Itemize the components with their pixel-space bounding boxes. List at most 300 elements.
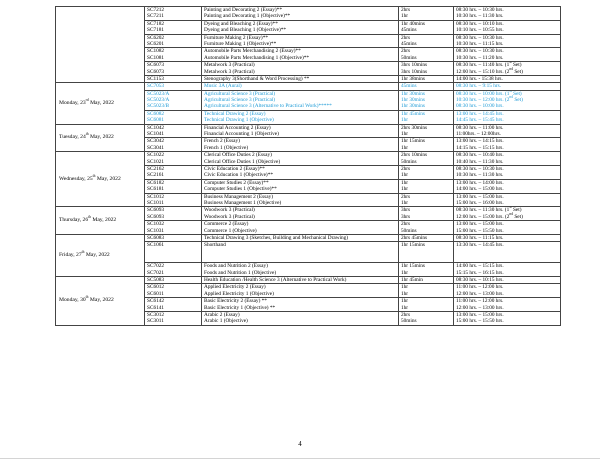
time-slot-main: 12:00 hrs. – 15:00 hrs. (2 [456, 213, 510, 220]
duration: 1hr 30mins [401, 103, 425, 110]
time-cell [454, 110, 561, 124]
paper-code-cell [145, 34, 202, 48]
time-slot-main: 08:30 hrs. – 11:15 hrs. [456, 234, 504, 241]
paper-code: SC3012 [147, 312, 165, 319]
table-row [56, 277, 561, 284]
timetable-body [56, 7, 561, 326]
subject-name: Metalwork 3 (Practical) [204, 68, 255, 75]
subject-name: Business Management 1 (Objective) [204, 199, 282, 206]
time-slot [456, 228, 558, 234]
time-slot [456, 83, 558, 89]
time-slot [456, 291, 558, 297]
time-slot-main: 13:00 hrs. – 15:00 hrs. [456, 193, 504, 200]
time-slot-main: 12:00 hrs. – 13:00 hrs. [456, 304, 504, 311]
subject-cell [202, 34, 399, 48]
duration: 3hrs 10mins [401, 68, 428, 75]
table-row [56, 124, 561, 138]
time-slot-main: 14:00 hrs. - 15:38 hrs. [456, 75, 503, 82]
subject-name: Painting and Decorating 2 (Essay)** [204, 7, 282, 13]
subject-cell [202, 83, 399, 90]
duration-cell [399, 193, 454, 207]
duration: 1hr [401, 304, 409, 311]
paper-code-cell [145, 62, 202, 76]
paper-code-cell [145, 242, 202, 263]
paper-code: SC5083 [147, 277, 165, 284]
paper-code: SC5023/B [147, 103, 170, 110]
paper-code-cell [145, 83, 202, 90]
time-slot-ordinal: nd [509, 66, 514, 71]
duration-cell [399, 263, 454, 277]
day-label: Tuesday, 24 [59, 134, 86, 141]
paper-code: SC1153 [147, 75, 164, 82]
subject-name: Business Management 2 (Essay) [204, 193, 273, 200]
paper-code-cell [145, 179, 202, 193]
paper-code: SC7181 [147, 27, 165, 34]
duration: 2hrs 30mins [401, 124, 428, 131]
paper-code: SC6093 [147, 207, 165, 214]
subject-name: Technical Drawing 2 (Essay) [204, 110, 266, 117]
day-ordinal: th [81, 250, 85, 255]
time-slot-main: 10:30 hrs. – 11:20 hrs. [456, 54, 504, 61]
time-slot [456, 318, 558, 324]
time-slot-main: 08:30 hrs. – 10:00 hrs. [456, 103, 504, 110]
subject-name: Automobile Parts Merchandising 1 (Objective)** [204, 54, 310, 61]
duration-cell [399, 152, 454, 166]
duration: 2hrs [401, 7, 411, 13]
day-ordinal: rd [85, 98, 89, 103]
subject-name: Health Education /Health Science 3 (Alternative to Practical Work) [204, 277, 347, 284]
duration: 2hrs [401, 193, 411, 200]
duration: 50mins [401, 227, 417, 234]
paper-code: SC1031 [147, 227, 165, 234]
subject-name: Technical Drawing 3 (Sketches, Building and Mechanical Drawing) [204, 234, 349, 241]
duration: 3hrs [401, 213, 411, 220]
duration: 2hrs [401, 34, 411, 41]
time-slot-main: 12:00 hrs. – 13:00 hrs. [456, 290, 504, 297]
subject-name: Arabic 1 (Objective) [204, 318, 248, 325]
time-slot-main: 13:00 hrs. – 14:45 hrs. [456, 110, 504, 117]
time-slot-main: 13:00 hrs. – 14:15 hrs. [456, 138, 504, 145]
time-slot-tail: Set) [513, 213, 523, 220]
time-slot [456, 305, 558, 311]
time-slot [456, 277, 558, 283]
duration-cell [399, 34, 454, 48]
duration: 50mins [401, 54, 417, 61]
time-slot-main: 15:15 hrs. – 16:15 hrs. [456, 269, 504, 276]
time-cell [454, 75, 561, 82]
duration-cell [399, 75, 454, 82]
paper-code-cell [145, 234, 202, 241]
time-slot-main: 10:30 hrs. – 11:30 hrs. [456, 172, 504, 179]
subject-cell [202, 152, 399, 166]
time-slot [456, 41, 558, 47]
table-row [56, 7, 561, 21]
subject-name: French 2 (Essay) [204, 138, 240, 145]
duration-cell [399, 83, 454, 90]
duration: 2hrs 45mins [401, 234, 428, 241]
time-cell [454, 207, 561, 221]
subject-name: Clerical Office Duties 2 (Essay) [204, 152, 272, 159]
paper-code: SC3042 [147, 138, 165, 145]
duration: 1hr [401, 284, 409, 291]
time-slot [456, 103, 558, 109]
subject-name: Financial Accounting 2 (Essay) [204, 124, 271, 131]
time-slot-main: 10:30 hrs. – 12:00 hrs. (2 [456, 97, 510, 104]
paper-code: SC6073 [147, 68, 165, 75]
duration: 1hr 15mins [401, 263, 425, 270]
time-slot [456, 270, 558, 276]
time-cell [454, 284, 561, 298]
duration-cell [399, 7, 454, 21]
subject-cell [202, 277, 399, 284]
day-cell [56, 7, 145, 83]
time-slot [456, 186, 558, 192]
time-cell [454, 83, 561, 90]
time-slot [456, 145, 558, 151]
time-slot-main: 08:30 hrs. – 10:30 hrs. [456, 7, 504, 13]
duration: 2hrs [401, 165, 411, 172]
time-slot-main: 08:30 hrs. – 11:00 hrs. [456, 124, 504, 131]
subject-cell [202, 124, 399, 138]
paper-code: SC2161 [147, 172, 165, 179]
paper-code: SC6073 [147, 62, 165, 69]
time-slot [456, 55, 558, 61]
time-cell [454, 179, 561, 193]
paper-code: SC6011 [147, 290, 164, 297]
time-slot-ordinal: st [509, 206, 512, 210]
subject-cell [202, 298, 399, 312]
subject-name: Woodwork 3 (Practical) [204, 213, 255, 220]
page-divider [0, 458, 600, 459]
duration: 50mins [401, 318, 417, 325]
duration-cell [399, 48, 454, 62]
time-slot-main: 13:30 hrs. – 14:45 hrs. [456, 242, 504, 249]
paper-code: SC3011 [147, 318, 164, 325]
time-cell [454, 242, 561, 263]
time-slot-main: 15:00 hrs. – 16:00 hrs. [456, 199, 504, 206]
duration: 1hr [401, 117, 409, 124]
duration: 3hrs 10mins [401, 62, 428, 69]
time-slot [456, 172, 558, 178]
subject-name: French 1 (Objective) [204, 144, 249, 151]
table-row [56, 152, 561, 166]
time-slot [456, 66, 558, 75]
paper-code: SC5023/A [147, 97, 170, 104]
subject-cell [202, 312, 399, 326]
paper-code: SC6142 [147, 298, 165, 305]
time-cell [454, 62, 561, 76]
day-date: May, 2022 [88, 99, 114, 106]
paper-code: SC6201 [147, 40, 165, 47]
subject-name: Technical Drawing 1 (Objective) [204, 117, 274, 124]
duration: 1hr [401, 172, 409, 179]
paper-code-cell [145, 20, 202, 34]
paper-code: SC7182 [147, 20, 165, 27]
subject-cell [202, 234, 399, 241]
paper-code: SC1012 [147, 193, 165, 200]
time-cell [454, 152, 561, 166]
time-slot-tail: Set) [511, 90, 522, 97]
paper-code-cell [145, 110, 202, 124]
paper-code: SC6082 [147, 110, 165, 117]
duration: 50mins [401, 158, 417, 165]
exam-timetable [55, 6, 561, 326]
time-slot [456, 131, 558, 137]
time-slot [456, 242, 558, 248]
paper-code-cell [145, 263, 202, 277]
subject-name: Applied Electricity 1 (Objective) [204, 290, 274, 297]
page-number: 4 [298, 440, 302, 448]
time-slot-tail: Set) [511, 62, 522, 69]
duration: 1hr [401, 179, 409, 186]
duration-cell [399, 62, 454, 76]
duration: 2hrs [401, 221, 411, 228]
paper-code: SC6141 [147, 304, 165, 311]
duration: 2hrs [401, 48, 411, 55]
subject-name: Basic Electricity 2 (Essay) ** [204, 298, 267, 305]
duration: 1hr 38mins [401, 75, 425, 82]
time-slot [456, 27, 558, 33]
duration: 1hr 30mins [401, 97, 425, 104]
time-slot-main: 08:30 hrs. – 9:15 hrs. [456, 83, 502, 90]
time-slot-main: 10:30 hrs. – 11:15 hrs. [456, 40, 504, 47]
paper-code: SC5023/A [147, 90, 170, 97]
time-slot-main: 10:30 hrs. – 11:30 hrs. [456, 13, 504, 20]
subject-cell [202, 242, 399, 263]
day-ordinal: th [85, 132, 89, 137]
day-ordinal: th [85, 295, 89, 300]
duration: 1hr 30mins [401, 90, 425, 97]
time-slot-main: 08:30 hrs. – 10:30 hrs. [456, 34, 504, 41]
duration-cell [399, 110, 454, 124]
subject-name: Foods and Nutrition 2 (Essay) [204, 263, 268, 270]
subject-name: Furniture Making 2 (Essay)** [204, 34, 268, 41]
paper-code: SC7022 [147, 263, 165, 270]
time-slot [456, 211, 558, 220]
paper-code: SC1032 [147, 221, 165, 228]
subject-name: Painting and Decorating 1 (Objective)** [204, 13, 291, 20]
duration: 1hr 15mins [401, 242, 425, 249]
paper-code: SC7211 [147, 13, 164, 20]
subject-cell [202, 284, 399, 298]
paper-code-cell [145, 138, 202, 152]
time-slot [456, 159, 558, 165]
subject-name: Dyeing and Bleaching 1 (Objective)** [204, 27, 287, 34]
duration-cell [399, 90, 454, 110]
day-label: Monday, 23 [59, 99, 86, 106]
paper-code: SC1042 [147, 124, 165, 131]
duration-cell [399, 312, 454, 326]
time-slot-ordinal: nd [509, 211, 514, 216]
duration-cell [399, 298, 454, 312]
time-slot-main: 08:30 hrs. – 10:30 hrs. [456, 165, 504, 172]
duration: 1hr [401, 199, 409, 206]
duration: 1hr 45min [401, 277, 423, 284]
paper-code-cell [145, 207, 202, 221]
day-cell [56, 234, 145, 276]
duration-cell [399, 179, 454, 193]
paper-code-cell [145, 277, 202, 284]
time-slot-main: 12:00 hrs. – 15:10 hrs. (2 [456, 68, 510, 75]
paper-code: SC7053 [147, 83, 165, 90]
paper-code-cell [145, 124, 202, 138]
paper-code-cell [145, 90, 202, 110]
table-row [56, 234, 561, 241]
paper-code: SC6093 [147, 213, 165, 220]
day-date: May, 2022 [95, 175, 121, 182]
time-slot-main: 13:00 hrs. – 14:00 hrs. [456, 179, 504, 186]
time-slot [456, 13, 558, 19]
subject-name: Foods and Nutrition 1 (Objective) [204, 269, 277, 276]
subject-name: Arabic 2 (Essay) [204, 312, 240, 319]
paper-code: SC1061 [147, 242, 165, 249]
duration: 1hr [401, 269, 409, 276]
time-cell [454, 277, 561, 284]
time-cell [454, 7, 561, 21]
paper-code: SC6182 [147, 179, 165, 186]
time-slot-ordinal: st [509, 90, 512, 93]
duration: 45mins [401, 27, 417, 34]
duration-cell [399, 221, 454, 235]
time-slot-main: 10:10 hrs. – 10:55 hrs. [456, 27, 504, 34]
day-cell [56, 152, 145, 207]
subject-name: Agricultural Science 3 (Practical) [204, 90, 276, 97]
subject-cell [202, 62, 399, 76]
paper-code-cell [145, 75, 202, 82]
time-slot-main: 08:30 hrs. – 10:40 hrs. [456, 152, 504, 159]
time-slot-main: 11:00 hrs. – 12:00 hrs. [456, 284, 504, 291]
time-cell [454, 34, 561, 48]
subject-cell [202, 207, 399, 221]
time-slot [456, 76, 558, 82]
subject-name: Automobile Parts Merchandising 2 (Essay)** [204, 48, 301, 55]
subject-name: Computer Studies 1 (Objective)** [204, 186, 277, 193]
paper-code: SC6181 [147, 186, 165, 193]
time-slot [456, 117, 558, 123]
timetable-page [55, 6, 560, 326]
time-slot-main: 11:00 hrs. – 12:00 hrs. [456, 298, 504, 305]
duration-cell [399, 138, 454, 152]
day-cell [56, 277, 145, 326]
duration: 1hr [401, 186, 409, 193]
time-slot-main: 08:30 hrs. – 11:30 hrs. (1 [456, 207, 510, 214]
duration: 2hrs 10mins [401, 152, 428, 159]
subject-name: Agricultural Science 3 (Practical) [204, 97, 276, 104]
time-slot-main: 15:00 hrs. – 15:50 hrs. [456, 227, 504, 234]
duration: 1hr 45mins [401, 110, 425, 117]
subject-cell [202, 263, 399, 277]
time-slot-main: 10:40 hrs. – 11:30 hrs. [456, 158, 504, 165]
paper-code: SC6202 [147, 34, 165, 41]
time-cell [454, 221, 561, 235]
time-slot-main: 13:00 hrs. – 15:00 hrs. [456, 312, 504, 319]
time-slot-main: 08:30 hrs. – 10:15 hrs. [456, 277, 504, 284]
day-label: Friday, 27 [59, 251, 82, 258]
time-cell [454, 20, 561, 34]
paper-code: SC6081 [147, 117, 165, 124]
day-label: Wednesday, 25 [59, 175, 93, 182]
subject-name: Furniture Making 1 (Objective)** [204, 40, 277, 47]
paper-code: SC1022 [147, 152, 165, 159]
duration-cell [399, 124, 454, 138]
time-slot-main: 14:00 hrs. – 15:00 hrs. [456, 186, 504, 193]
duration-cell [399, 284, 454, 298]
time-slot-main: 08:30 hrs. – 10:10 hrs. [456, 20, 504, 27]
duration-cell [399, 277, 454, 284]
paper-code: SC1081 [147, 54, 165, 61]
day-label: Monday, 30 [59, 297, 86, 304]
subject-name: Dyeing and Bleaching 2 (Essay)** [204, 20, 278, 27]
paper-code: SC1021 [147, 158, 165, 165]
subject-cell [202, 221, 399, 235]
subject-cell [202, 179, 399, 193]
duration-cell [399, 207, 454, 221]
duration: 45mins [401, 83, 417, 90]
duration-cell [399, 20, 454, 34]
duration: 1hr [401, 144, 409, 151]
day-cell [56, 207, 145, 235]
duration: 1hr [401, 131, 409, 138]
time-slot-main: 13:00 hrs. – 15:00 hrs. [456, 221, 504, 228]
subject-cell [202, 75, 399, 82]
day-date: May, 2022 [88, 134, 114, 141]
time-slot-main: 14:00 hrs. – 15:15 hrs. [456, 263, 504, 270]
table-row [56, 207, 561, 221]
paper-code: SC7212 [147, 7, 165, 13]
subject-name: Applied Electricity 2 (Essay) [204, 284, 266, 291]
day-date: May, 2022 [90, 217, 117, 224]
subject-name: Music 3A (Aural) [204, 83, 242, 90]
time-slot-main: 08:30 hrs. – 11:40 hrs. (1 [456, 62, 510, 69]
subject-name: Computer Studies 2 (Essay)** [204, 179, 269, 186]
paper-code-cell [145, 298, 202, 312]
subject-name: Commerce 2 (Essay) [204, 221, 249, 228]
subject-name: Basic Electricity 1 (Objective) ** [204, 304, 276, 311]
subject-name: Financial Accounting 1 (Objective) [204, 131, 279, 138]
day-label: Thursday, 26 [59, 217, 89, 224]
paper-code: SC1082 [147, 48, 165, 55]
duration: 1hr [401, 298, 409, 305]
paper-code-cell [145, 165, 202, 179]
subject-name: Metalwork 3 (Practical) [204, 62, 255, 69]
time-cell [454, 234, 561, 241]
time-slot-ordinal: nd [509, 95, 514, 100]
subject-cell [202, 138, 399, 152]
duration: 45mins [401, 40, 417, 47]
subject-cell [202, 7, 399, 21]
paper-code-cell [145, 152, 202, 166]
time-cell [454, 90, 561, 110]
time-slot-main: 08:30 hrs. – 10:30 hrs. [456, 48, 504, 55]
duration: 1hr [401, 290, 409, 297]
paper-code: SC7021 [147, 269, 165, 276]
subject-name: Woodwork 3 (Practical) [204, 207, 255, 214]
time-slot-main: 08:30 hrs. – 10:00 hrs. (1 [456, 90, 510, 97]
time-slot-tail: Set) [511, 207, 522, 214]
subject-name: Civic Education 2 (Essay)** [204, 165, 265, 172]
subject-name: Clerical Office Duties 1 (Objective) [204, 158, 281, 165]
time-slot-ordinal: st [509, 61, 512, 65]
day-date: May, 2022 [84, 251, 110, 258]
table-row [56, 83, 561, 90]
time-slot-main: 14:45 hrs. – 15:45 hrs. [456, 117, 504, 124]
time-cell [454, 124, 561, 138]
time-slot [456, 200, 558, 206]
duration: 1hr [401, 13, 409, 20]
subject-cell [202, 48, 399, 62]
duration: 1hr 15mins [401, 138, 425, 145]
paper-code: SC6012 [147, 284, 165, 291]
